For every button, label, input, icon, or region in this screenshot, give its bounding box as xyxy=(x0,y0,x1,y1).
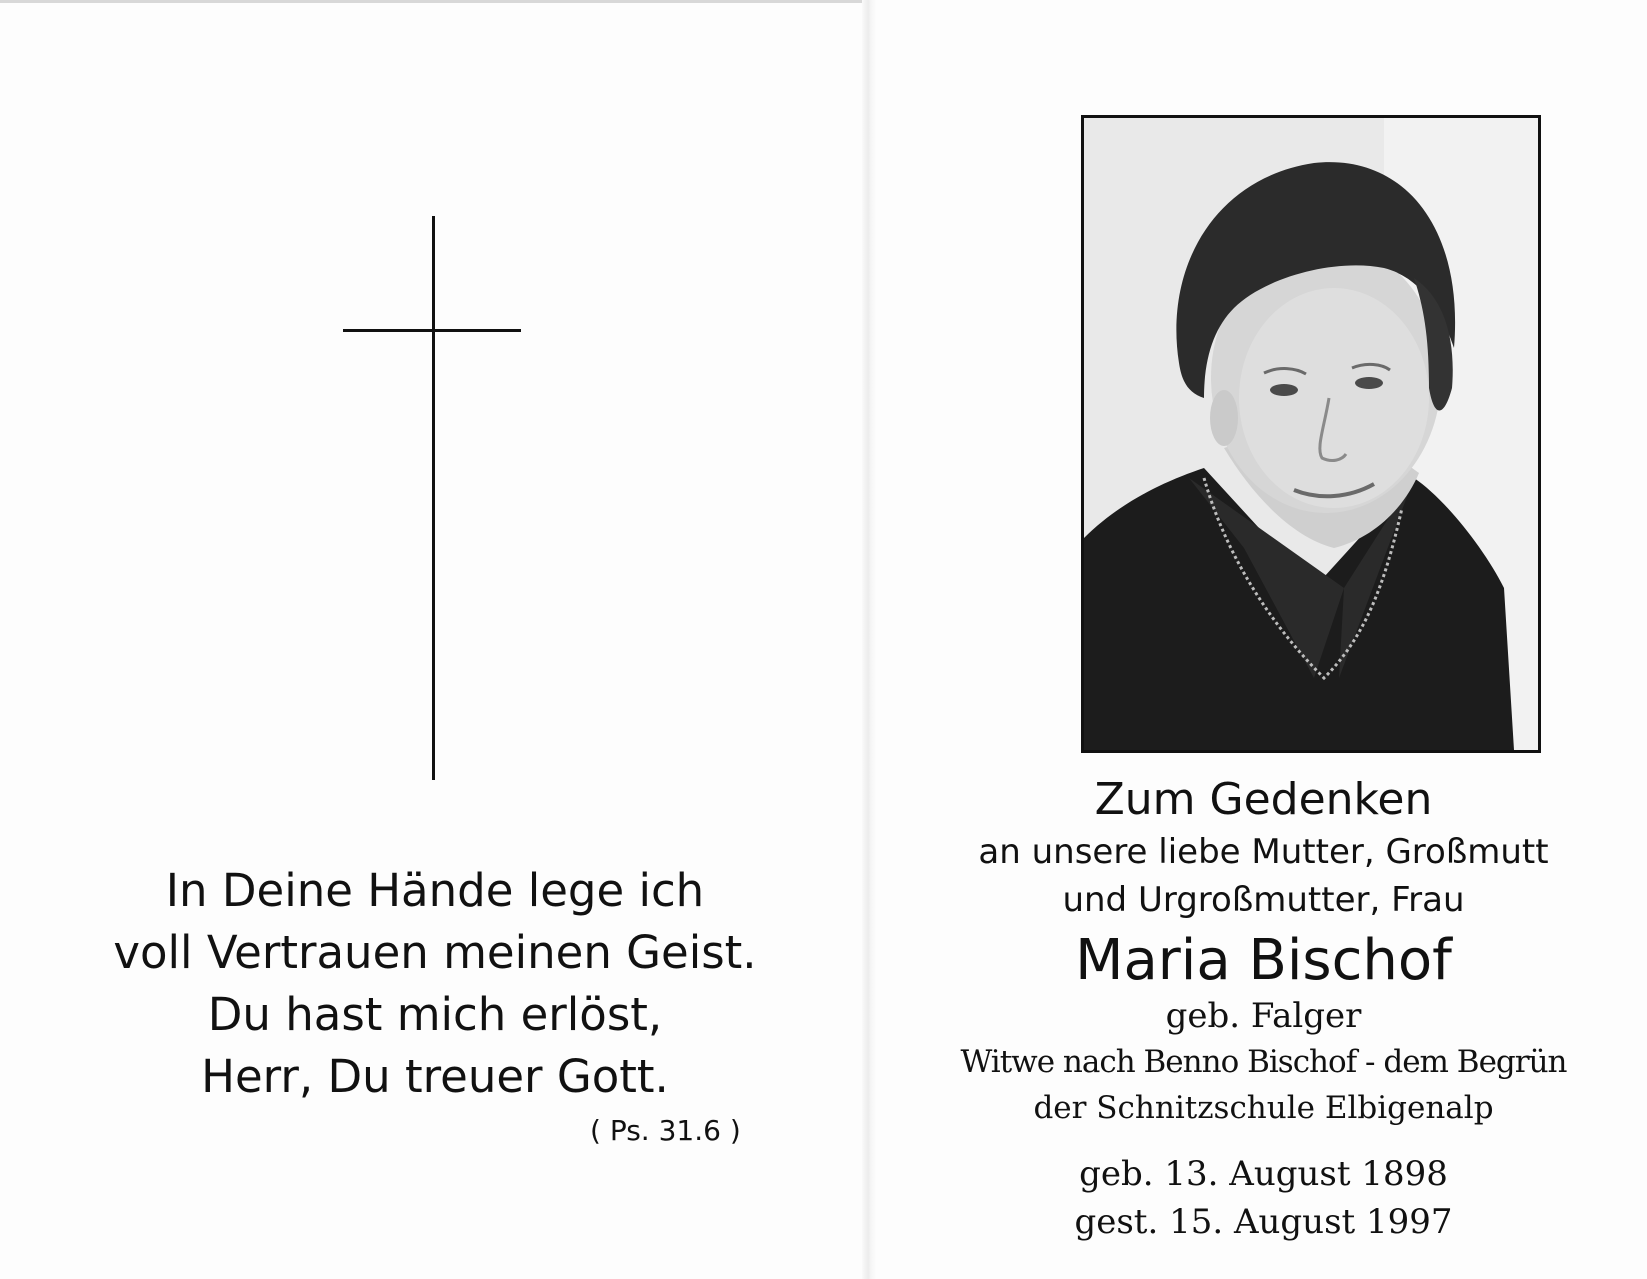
maiden-name: geb. Falger xyxy=(1165,996,1362,1036)
bible-verse xyxy=(40,860,830,1108)
intro-line-2: und Urgroßmutter, Frau xyxy=(1062,880,1465,920)
verse-line: Du hast mich erlöst, xyxy=(207,988,663,1041)
widow-line-2: der Schnitzschule Elbigenalp xyxy=(1033,1090,1494,1126)
verse-line: In Deine Hände lege ich xyxy=(165,864,705,917)
verse-line: voll Vertrauen meinen Geist. xyxy=(113,926,757,979)
memorial-heading: Zum Gedenken xyxy=(1094,774,1433,825)
portrait-photo xyxy=(1081,115,1541,753)
portrait-photo-icon xyxy=(1084,118,1538,750)
intro-line-1: an unsere liebe Mutter, Großmutt xyxy=(978,832,1549,872)
verse-reference: ( Ps. 31.6 ) xyxy=(590,1114,741,1147)
card-fold xyxy=(862,0,876,1279)
deceased-name: Maria Bischof xyxy=(1075,928,1452,993)
death-date: gest. 15. August 1997 xyxy=(1074,1202,1453,1242)
verse-line: Herr, Du treuer Gott. xyxy=(201,1050,669,1103)
cross-horizontal-bar xyxy=(343,329,521,332)
paper-top-edge xyxy=(0,0,862,3)
birth-date: geb. 13. August 1898 xyxy=(1079,1154,1448,1194)
widow-line-1: Witwe nach Benno Bischof - dem Begrün xyxy=(960,1044,1567,1080)
cross-vertical-bar xyxy=(432,216,435,780)
